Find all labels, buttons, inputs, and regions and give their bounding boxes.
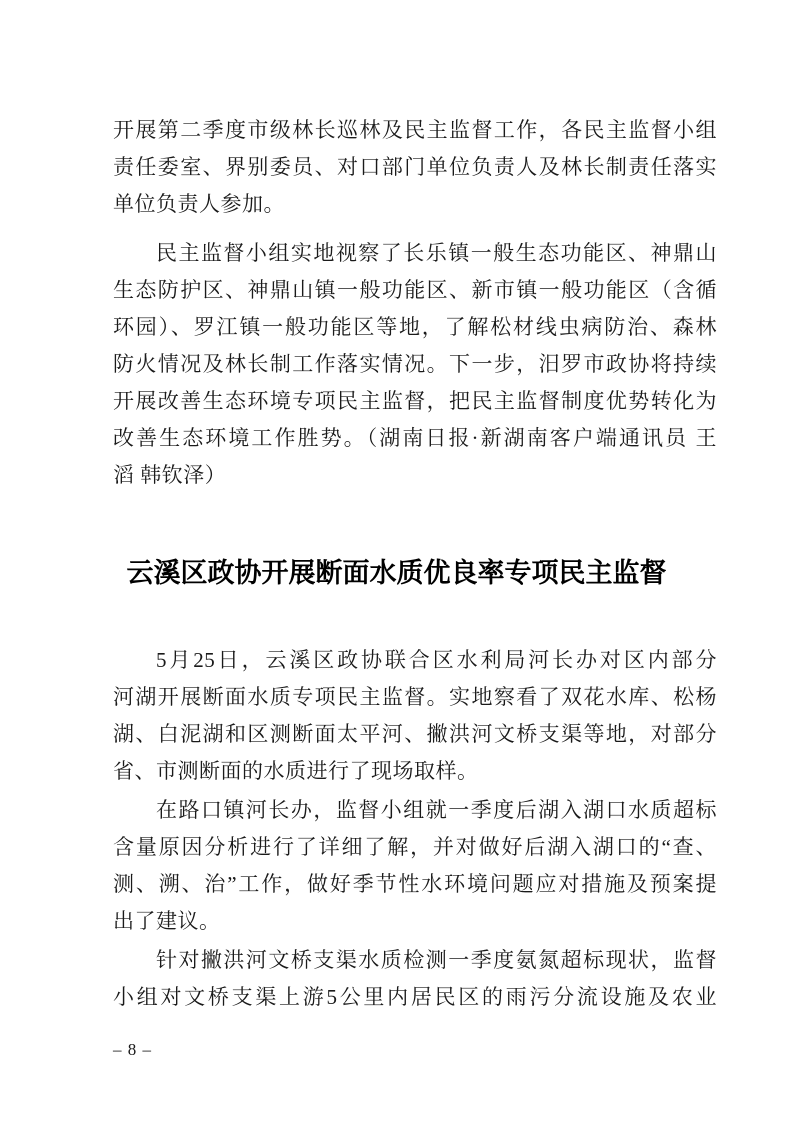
text-line: 在路口镇河长办，监督小组就一季度后湖入湖口水质超标 xyxy=(156,798,717,822)
paragraph xyxy=(113,642,717,790)
text-line: 生态防护区、神鼎山镇一般功能区、新市镇一般功能区（含循 xyxy=(113,278,717,302)
article-body-text xyxy=(113,642,717,1016)
text-line: 出了建议。 xyxy=(113,909,221,933)
text-line: 改善生态环境工作胜势。（湖南日报·新湖南客户端通讯员 王 xyxy=(113,426,717,450)
paragraph xyxy=(113,235,717,494)
paragraph xyxy=(113,792,717,940)
text-line: 5月25日，云溪区政协联合区水利局河长办对区内部分 xyxy=(156,648,717,672)
text-line: 开展第二季度市级林长巡林及民主监督工作，各民主监督小组 xyxy=(113,118,717,142)
article-title: 云溪区政协开展断面水质优良率专项民主监督 xyxy=(126,558,667,588)
text-line: 责任委室、界别委员、对口部门单位负责人及林长制责任落实 xyxy=(113,155,717,179)
text-line: 小组对文桥支渠上游5公里内居民区的雨污分流设施及农业 xyxy=(113,985,717,1009)
text-line: 含量原因分析进行了详细了解，并对做好后湖入湖口的“查、 xyxy=(113,835,717,859)
text-line: 滔 韩钦泽） xyxy=(113,463,227,487)
article-continuation-text xyxy=(113,112,717,494)
text-line: 省、市测断面的水质进行了现场取样。 xyxy=(113,759,479,783)
text-line: 防火情况及林长制工作落实情况。下一步，汨罗市政协将持续 xyxy=(113,352,717,376)
text-line: 单位负责人参加。 xyxy=(113,192,285,216)
page-number: – 8 – xyxy=(113,1040,152,1059)
text-line: 开展改善生态环境专项民主监督，把民主监督制度优势转化为 xyxy=(113,389,717,413)
paragraph xyxy=(113,112,717,223)
text-line: 测、溯、治”工作，做好季节性水环境问题应对措施及预案提 xyxy=(113,872,717,896)
text-line: 湖、白泥湖和区测断面太平河、撇洪河文桥支渠等地，对部分 xyxy=(113,722,717,746)
text-line: 民主监督小组实地视察了长乐镇一般生态功能区、神鼎山 xyxy=(156,241,717,265)
text-line: 针对撇洪河文桥支渠水质检测一季度氨氮超标现状，监督 xyxy=(156,948,717,972)
text-line: 河湖开展断面水质专项民主监督。实地察看了双花水库、松杨 xyxy=(113,685,717,709)
text-line: 环园）、罗江镇一般功能区等地，了解松材线虫病防治、森林 xyxy=(113,315,717,339)
paragraph xyxy=(113,942,717,1016)
